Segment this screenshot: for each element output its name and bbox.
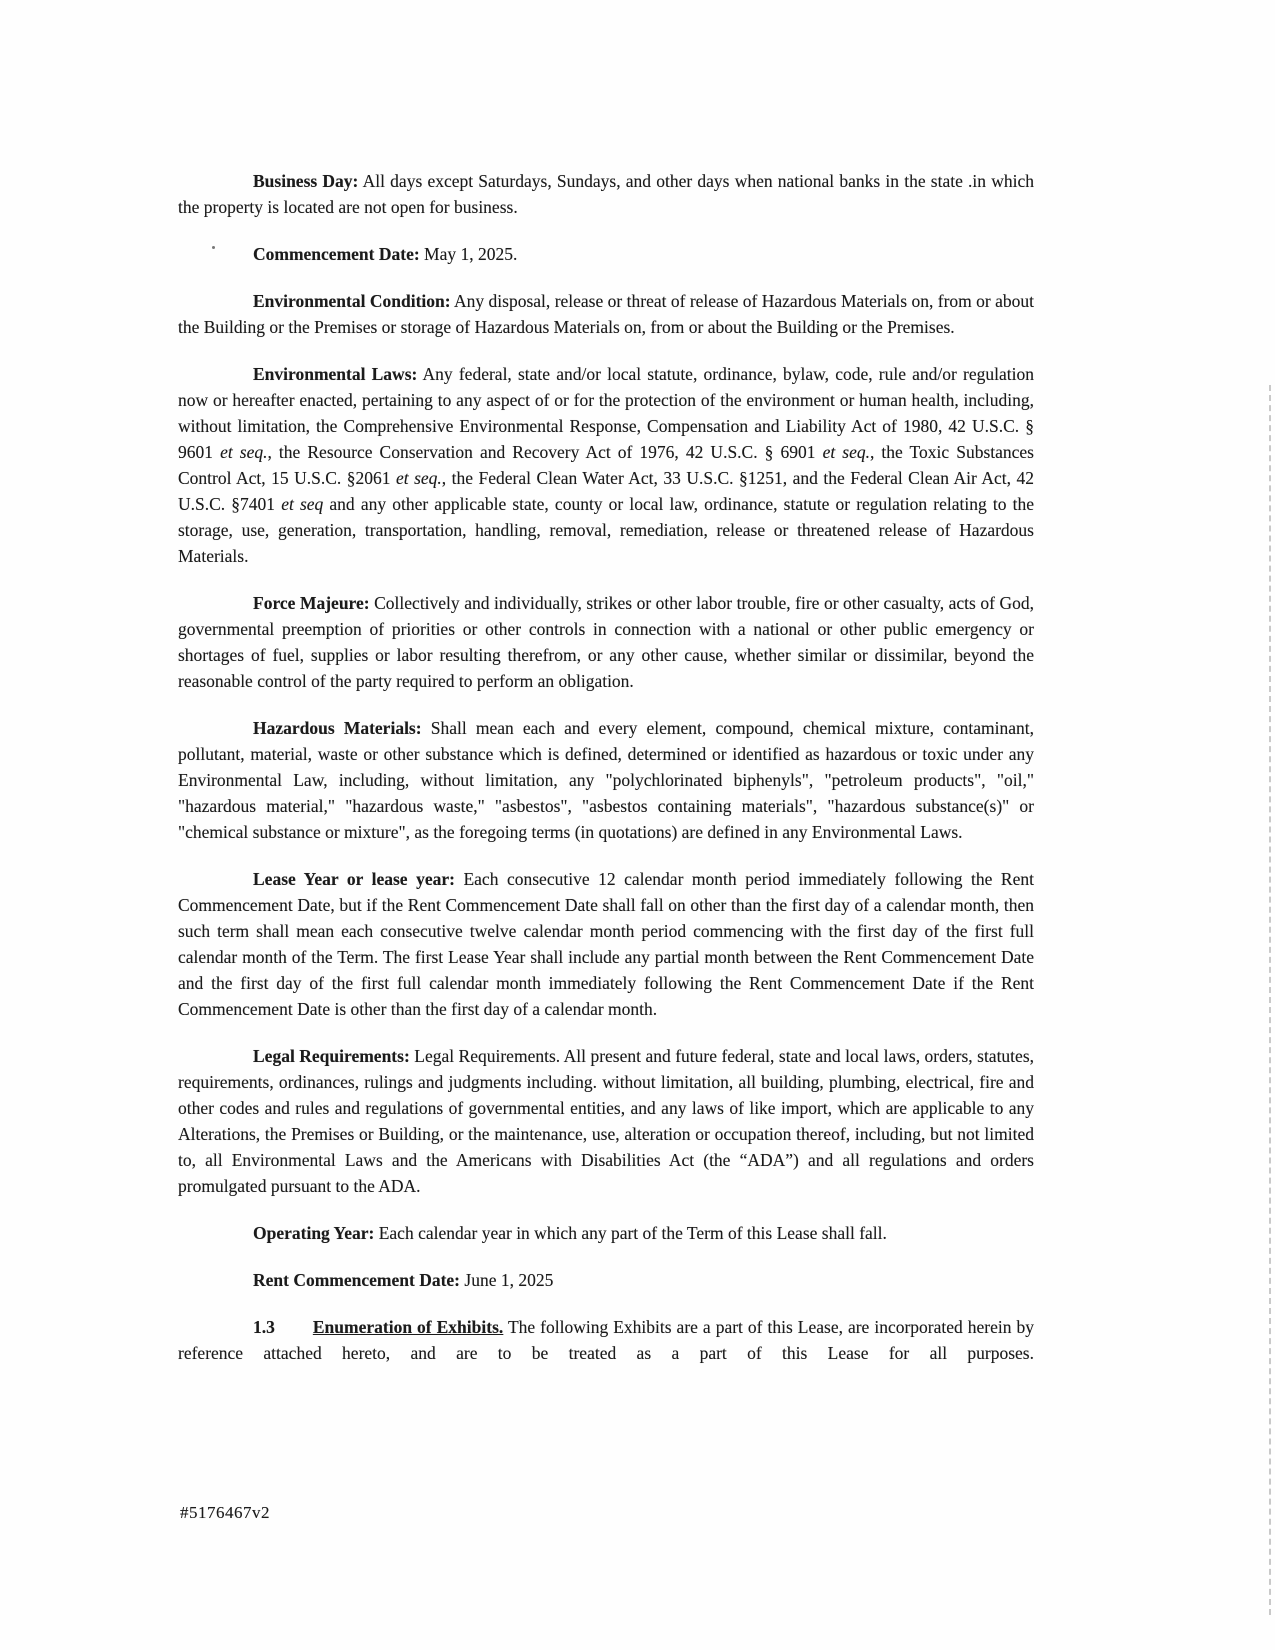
- term-hazardous-materials: Hazardous Materials:: [253, 718, 422, 738]
- et-seq-citation: et seq.: [220, 442, 268, 462]
- section-heading: Enumeration of Exhibits.: [312, 1317, 504, 1337]
- definition-environmental-laws: , the Toxic Substances Control Act, 15 U.S.C. §2061: [178, 442, 1034, 488]
- definition-hazardous-materials: Shall mean each and every element, compound, chemical mixture, contaminant, pollutant, material, waste or other substance which is defined, determined or identified as hazardous or toxic under any Environmental Law, including, without limitation, any "polychlorinated biphenyls", "petroleum products", "oil," "hazardous material," "hazardous waste," "asbestos", "asbestos containing materials", "hazardous substance(s)" or "chemical substance or mixture", as the foregoing terms (in quotations) are defined in any Environmental Laws.: [178, 718, 1034, 842]
- definition-business-day: All days except Saturdays, Sundays, and other days when national banks in the state .in which the property is located are not open for business.: [178, 171, 1035, 217]
- paragraph-environmental-condition: [178, 288, 1034, 340]
- term-operating-year: Operating Year:: [253, 1223, 375, 1243]
- term-force-majeure: Force Majeure:: [253, 593, 370, 613]
- definition-environmental-laws: , the Federal Clean Water Act, 33 U.S.C. §1251, and the Federal Clean Air Act, 42 U.S.C. §7401: [178, 468, 1034, 514]
- paragraph-lease-year: [178, 866, 1034, 1022]
- definition-force-majeure: Collectively and individually, strikes or other labor trouble, fire or other casualty, acts of God, governmental preemption of priorities or other controls in connection with a national or other public emergency or shortages of fuel, supplies or labor resulting therefrom, or any other cause, whether similar or dissimilar, beyond the reasonable control of the party required to perform an obligation.: [178, 593, 1034, 691]
- paragraph-commencement-date: [178, 241, 1034, 267]
- document-body: [178, 168, 1034, 1387]
- paragraph-environmental-laws: [178, 361, 1034, 569]
- term-environmental-laws: Environmental Laws:: [253, 364, 418, 384]
- term-commencement-date: Commencement Date:: [253, 244, 420, 264]
- term-business-day: Business Day:: [253, 171, 359, 191]
- definition-environmental-laws: , the Resource Conservation and Recovery Act of 1976, 42 U.S.C. § 6901: [267, 442, 823, 462]
- paragraph-operating-year: [178, 1220, 1034, 1246]
- et-seq-citation: et seq.: [822, 442, 870, 462]
- definition-environmental-laws: and any other applicable state, county or local law, ordinance, statute or regulation relating to the storage, use, generation, transportation, handling, removal, remediation, release or threatened release of Hazardous Materials.: [178, 494, 1034, 566]
- definition-rent-commencement-date: June 1, 2025: [460, 1270, 554, 1290]
- paragraph-hazardous-materials: [178, 715, 1034, 845]
- term-lease-year: Lease Year or lease year:: [253, 869, 455, 889]
- term-rent-commencement-date: Rent Commencement Date:: [253, 1270, 461, 1290]
- section-number: 1.3: [253, 1317, 275, 1337]
- paragraph-rent-commencement-date: [178, 1267, 1034, 1293]
- definition-commencement-date: May 1, 2025.: [419, 244, 518, 264]
- et-seq-citation: et seq: [281, 494, 324, 514]
- paragraph-force-majeure: [178, 590, 1034, 694]
- paragraph-legal-requirements: [178, 1043, 1034, 1199]
- definition-operating-year: Each calendar year in which any part of the Term of this Lease shall fall.: [374, 1223, 887, 1243]
- scan-speck: [212, 246, 215, 249]
- scan-artifact-line: [1269, 385, 1271, 1615]
- document-number-footer: #5176467v2: [180, 1503, 270, 1522]
- paragraph-business-day: [178, 168, 1034, 220]
- et-seq-citation: et seq.: [395, 468, 442, 488]
- definition-environmental-condition: Any disposal, release or threat of release of Hazardous Materials on, from or about the Building or the Premises or storage of Hazardous Materials on, from or about the Building or the Premises.: [178, 291, 1035, 337]
- definition-environmental-laws: Any federal, state and/or local statute, ordinance, bylaw, code, rule and/or regulation now or hereafter enacted, pertaining to any aspect of or for the protection of the environment or human health, including, without limitation, the Comprehensive Environmental Response, Compensation and Liability Act of 1980, 42 U.S.C. § 9601: [178, 364, 1034, 462]
- term-environmental-condition: Environmental Condition:: [253, 291, 451, 311]
- definition-lease-year: Each consecutive 12 calendar month period immediately following the Rent Commencement Date, but if the Rent Commencement Date shall fall on other than the first day of a calendar month, then such term shall mean each consecutive twelve calendar month period commencing with the first day of the first full calendar month of the Term. The first Lease Year shall include any partial month between the Rent Commencement Date and the first day of the first full calendar month immediately following the Rent Commencement Date if the Rent Commencement Date is other than the first day of a calendar month.: [178, 869, 1034, 1019]
- definition-legal-requirements: Legal Requirements. All present and future federal, state and local laws, orders, statutes, requirements, ordinances, rulings and judgments including. without limitation, all building, plumbing, electrical, fire and other codes and rules and regulations of governmental entities, and any laws of like import, which are applicable to any Alterations, the Premises or Building, or the maintenance, use, alteration or occupation thereof, including, but not limited to, all Environmental Laws and the Americans with Disabilities Act (the “ADA”) and all regulations and orders promulgated pursuant to the ADA.: [178, 1046, 1034, 1196]
- term-legal-requirements: Legal Requirements:: [253, 1046, 410, 1066]
- section-1-3-enumeration-of-exhibits: [178, 1314, 1034, 1366]
- section-text: The following Exhibits are a part of this Lease, are incorporated herein by reference attached hereto, and are to be treated as a part of this Lease for all purposes.: [178, 1317, 1034, 1363]
